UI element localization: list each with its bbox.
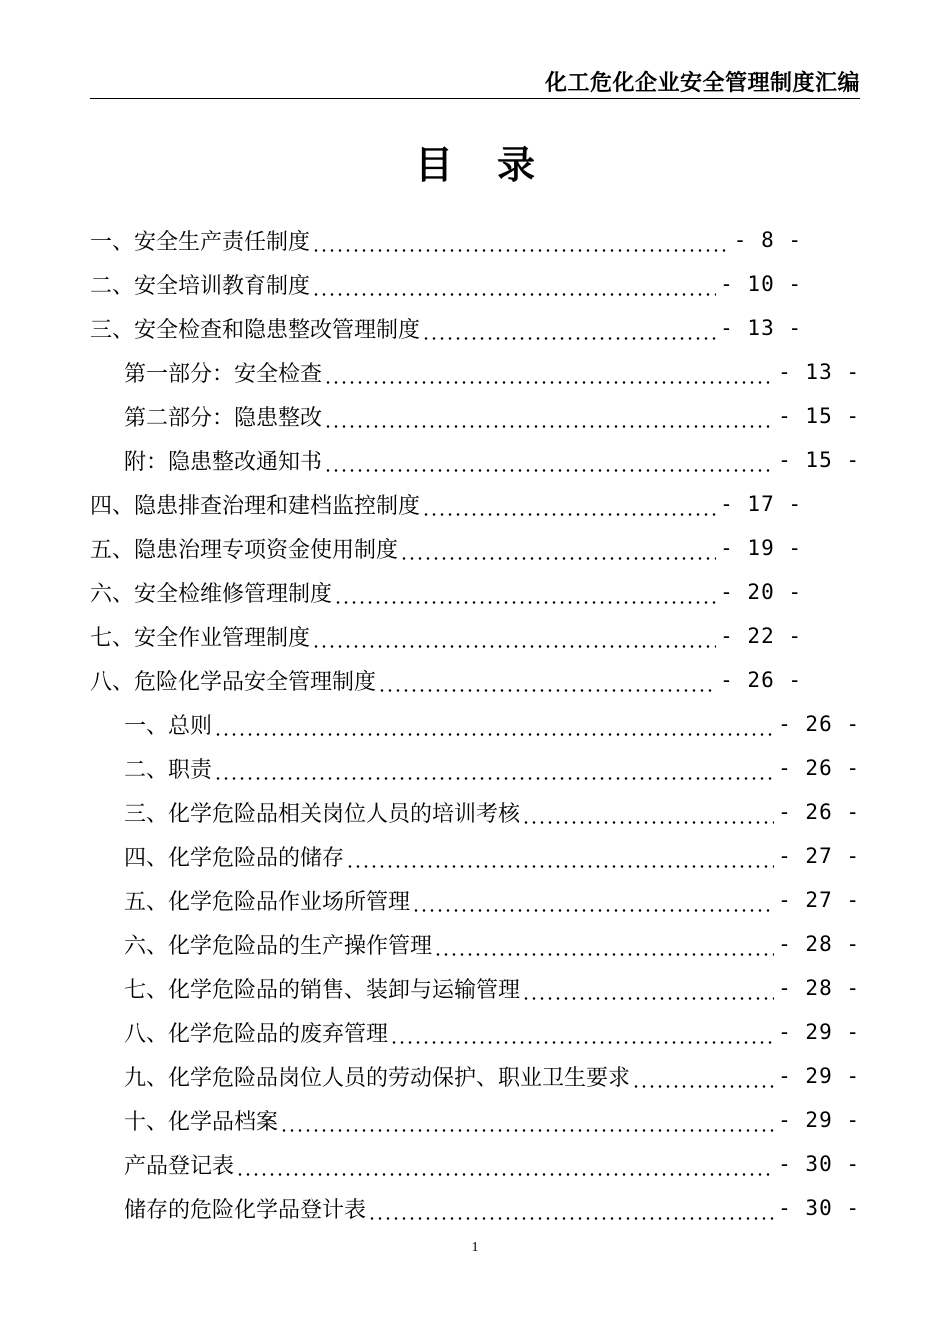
toc-entry-page: - 13 -: [778, 360, 860, 384]
toc-entry-label: 九、化学危险品岗位人员的劳动保护、职业卫生要求: [124, 1065, 631, 1091]
toc-entry-label: 五、化学危险品作业场所管理: [124, 889, 411, 915]
dot-leader: [312, 645, 716, 648]
dot-leader: [346, 865, 774, 868]
toc-subentry[interactable]: [124, 922, 860, 966]
dot-leader: [412, 909, 774, 912]
toc-entry-page: - 15 -: [778, 404, 860, 428]
dot-leader: [632, 1085, 774, 1088]
toc-entry-label: 六、化学危险品的生产操作管理: [124, 933, 433, 959]
toc-subentry[interactable]: [124, 834, 860, 878]
toc-subentry[interactable]: [124, 702, 860, 746]
dot-leader: [324, 381, 774, 384]
dot-leader: [368, 1217, 774, 1220]
toc-subentry[interactable]: [124, 350, 860, 394]
dot-leader: [422, 337, 716, 340]
dot-leader: [422, 513, 716, 516]
toc-entry-label: 六、安全检维修管理制度: [90, 581, 333, 607]
toc-subentry[interactable]: [124, 1186, 860, 1230]
toc-subentry[interactable]: [124, 438, 860, 482]
toc-subentry[interactable]: [124, 1142, 860, 1186]
dot-leader: [312, 249, 730, 252]
dot-leader: [324, 469, 774, 472]
toc-entry[interactable]: [90, 570, 802, 614]
toc-entry-label: 三、化学危险品相关岗位人员的培训考核: [124, 801, 521, 827]
toc-entry-page: - 26 -: [778, 756, 860, 780]
toc-entry-label: 储存的危险化学品登计表: [124, 1197, 367, 1223]
dot-leader: [390, 1041, 774, 1044]
toc-subentry[interactable]: [124, 1010, 860, 1054]
toc-entry-label: 四、化学危险品的储存: [124, 845, 345, 871]
dot-leader: [434, 953, 774, 956]
toc-entry-label: 附：隐患整改通知书: [124, 449, 323, 475]
toc-entry[interactable]: [90, 218, 802, 262]
toc-entry-page: - 30 -: [778, 1152, 860, 1176]
document-title: 化工危化企业安全管理制度汇编: [544, 71, 860, 96]
toc-entry-label: 七、化学危险品的销售、装卸与运输管理: [124, 977, 521, 1003]
toc-entry-label: 八、化学危险品的废弃管理: [124, 1021, 389, 1047]
toc-entry-label: 五、隐患治理专项资金使用制度: [90, 537, 399, 563]
toc-subentry[interactable]: [124, 1098, 860, 1142]
toc-entry-label: 四、隐患排查治理和建档监控制度: [90, 493, 421, 519]
dot-leader: [522, 997, 774, 1000]
toc-entry-page: - 27 -: [778, 844, 860, 868]
toc-entry-page: - 28 -: [778, 976, 860, 1000]
toc-subentry[interactable]: [124, 746, 860, 790]
toc-entry-page: - 29 -: [778, 1064, 860, 1088]
toc-entry-page: - 8 -: [733, 228, 802, 252]
toc-heading: 目录: [414, 143, 579, 187]
toc-entry-page: - 15 -: [778, 448, 860, 472]
dot-leader: [334, 601, 716, 604]
toc-subentry[interactable]: [124, 878, 860, 922]
toc-entry[interactable]: [90, 658, 802, 702]
dot-leader: [312, 293, 716, 296]
toc-entry-label: 第一部分：安全检查: [124, 361, 323, 387]
toc-entry-label: 二、职责: [124, 757, 213, 783]
dot-leader: [236, 1173, 774, 1176]
page-number: 1: [471, 1240, 479, 1255]
dot-leader: [324, 425, 774, 428]
toc-subentry[interactable]: [124, 1054, 860, 1098]
toc-entry-label: 三、安全检查和隐患整改管理制度: [90, 317, 421, 343]
toc-entry-page: - 20 -: [720, 580, 802, 604]
toc-entry-page: - 29 -: [778, 1020, 860, 1044]
toc-entry[interactable]: [90, 306, 802, 350]
toc-entry-page: - 10 -: [720, 272, 802, 296]
dot-leader: [214, 777, 774, 780]
toc-entry-page: - 28 -: [778, 932, 860, 956]
toc-entry-page: - 30 -: [778, 1196, 860, 1220]
dot-leader: [214, 733, 774, 736]
toc-entry-page: - 22 -: [720, 624, 802, 648]
toc-subentry[interactable]: [124, 394, 860, 438]
dot-leader: [378, 689, 716, 692]
toc-entry-label: 第二部分：隐患整改: [124, 405, 323, 431]
toc-entry-page: - 26 -: [720, 668, 802, 692]
toc-entry-label: 一、总则: [124, 713, 213, 739]
toc-entry-page: - 29 -: [778, 1108, 860, 1132]
toc-entry-label: 产品登记表: [124, 1153, 235, 1179]
toc-entry-label: 二、安全培训教育制度: [90, 273, 311, 299]
toc-entry-label: 十、化学品档案: [124, 1109, 279, 1135]
toc-entry-label: 七、安全作业管理制度: [90, 625, 311, 651]
toc-entry-page: - 26 -: [778, 712, 860, 736]
toc-entry[interactable]: [90, 262, 802, 306]
toc-entry[interactable]: [90, 526, 802, 570]
header-divider: [90, 98, 860, 99]
toc-entry-page: - 19 -: [720, 536, 802, 560]
toc-entry-label: 八、危险化学品安全管理制度: [90, 669, 377, 695]
toc-entry-page: - 27 -: [778, 888, 860, 912]
toc-entry[interactable]: [90, 614, 802, 658]
dot-leader: [522, 821, 774, 824]
toc-entry-page: - 13 -: [720, 316, 802, 340]
toc-entry-page: - 17 -: [720, 492, 802, 516]
toc-entry-page: - 26 -: [778, 800, 860, 824]
toc-subentry[interactable]: [124, 966, 860, 1010]
toc-entry-label: 一、安全生产责任制度: [90, 229, 311, 255]
toc-subentry[interactable]: [124, 790, 860, 834]
dot-leader: [280, 1129, 774, 1132]
dot-leader: [400, 557, 716, 560]
toc-entry[interactable]: [90, 482, 802, 526]
